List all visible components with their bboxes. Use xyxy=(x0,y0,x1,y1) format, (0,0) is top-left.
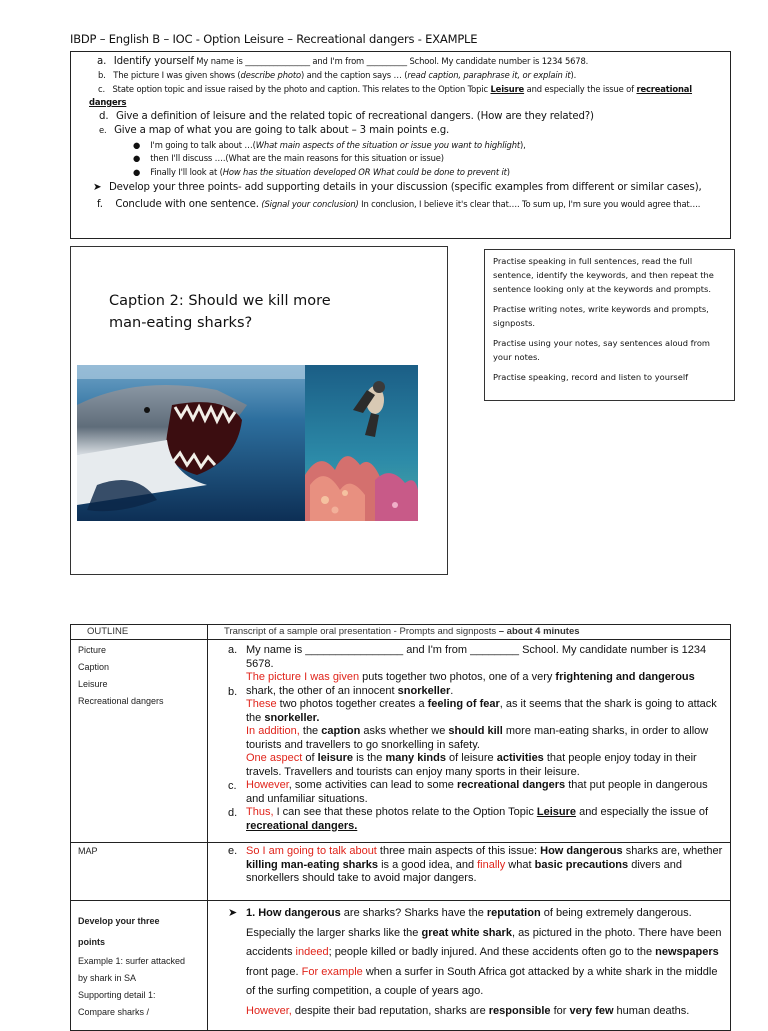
text-run: basic precautions xyxy=(534,858,629,871)
tip-item: Practise speaking, record and listen to yourself xyxy=(493,372,689,382)
text-run: great white shark xyxy=(421,926,512,939)
instructions-box xyxy=(70,51,731,239)
text-run: divers and snorkellers should take to avoid major dangers. xyxy=(246,858,682,884)
text-run: recreational dangers xyxy=(456,779,566,791)
text-run: finally xyxy=(477,858,506,871)
text-run: three main aspects of this issue: xyxy=(376,845,541,857)
para-a: My name is ________________ and I'm from ________ School. My candidate number is 1234 5678. xyxy=(246,644,707,670)
outline-header-cell xyxy=(71,625,208,640)
text-run: puts together two photos, one of a very xyxy=(359,671,556,683)
text-run: In addition, xyxy=(246,725,300,737)
page-title: IBDP – English B – IOC - Option Leisure – Recreational dangers - EXAMPLE xyxy=(70,32,478,46)
bullet-item: ● I'm going to talk about …(What main aspects of the situation or issue you want to highlight), xyxy=(133,140,526,150)
text-run: Thus, xyxy=(246,806,274,818)
tip-item: Practise writing notes, write keywords and prompts, signposts. xyxy=(493,304,709,328)
text-run: when a surfer in South Africa got attacked by a white shark in the middle of the surfing competition, a couple of years ago. xyxy=(246,965,718,998)
text-run: for xyxy=(550,1004,570,1017)
text-run: killing man-eating sharks xyxy=(246,858,379,871)
text-run: reputation xyxy=(486,907,541,919)
text-run: How dangerous xyxy=(540,845,623,857)
text-run: very few xyxy=(569,1004,614,1017)
instruction-b: b. The picture I was given shows (describe photo) and the caption says … (read caption, paraphrase it, or explain it). xyxy=(98,70,577,80)
shark-photo xyxy=(77,365,307,521)
instruction-a: a. Identify yourself My name is ________________ and I'm from __________ School. My candidate number is 1234 5678. xyxy=(97,56,589,67)
text-run: is the xyxy=(353,752,386,764)
bullet-item: ● Finally I'll look at (How has the situation developed OR What could be done to prevent it) xyxy=(133,167,510,177)
text-run: asks whether we xyxy=(360,725,449,737)
outline-list: Develop your three points Example 1: surfer attacked by shark in SA Supporting detail 1: Compare sharks / xyxy=(78,916,186,1017)
instruction-develop: ➤ Develop your three points- add supporting details in your discussion (specific examples from different or similar cases), xyxy=(93,182,702,193)
text-run: that people enjoy today in their travels. Travellers and tourists can enjoy many sports in their leisure. xyxy=(246,752,697,778)
text-run: recreational dangers. xyxy=(246,819,358,832)
arrow-icon: ➤ xyxy=(228,907,238,919)
transcript-body: a. My name is ________________ and I'm from ________ School. My candidate number is 1234 5678. b. The picture I was given puts together two photos, one of a very frightening and dangerous shark, the other of an innocent snorkeller. These two photos together creates a feeling of fear, as it seems that the shark is going to attack the snorkeller. In addition, the caption asks whether we should kill more man-eating sharks, in order to allow tourists and travellers to go snorkelling in safety. c. One aspect of leisure is the many kinds of leisure activities that people enjoy today in their travels. Travellers and tourists can enjoy many sports in their leisure. d. However, some activities can lead to some recreational dangers that put people in dangerous and unfamiliar situations. Thus, I can see that these photos relate to the Option Topic Leisure and especially the issue of recreational dangers. xyxy=(208,640,730,833)
text-run: of leisure xyxy=(445,752,497,764)
transcript-header-cell xyxy=(208,625,731,640)
outline-header: OUTLINE xyxy=(87,626,129,637)
tip-item: Practise speaking in full sentences, read the full sentence, identify the keywords, and then repeat the sentence looking only at the keywords and prompts. xyxy=(493,256,714,294)
bullet-item: ● then I'll discuss ….(What are the main reasons for this situation or issue) xyxy=(133,153,444,163)
snorkeller-photo xyxy=(305,365,418,521)
text-run: So I am going to talk about xyxy=(246,845,377,857)
para-point-1 xyxy=(246,904,722,1022)
outline-cell xyxy=(71,640,208,843)
text-run: and especially the issue of xyxy=(576,806,709,818)
text-run: However xyxy=(246,779,289,791)
photo-caption: Caption 2: Should we kill more man-eating sharks? xyxy=(109,293,331,331)
transcript-cell xyxy=(208,901,731,1031)
text-run: despite their bad reputation, sharks are xyxy=(291,1004,489,1017)
outline-cell xyxy=(71,901,208,1031)
text-run: feeling of fear xyxy=(427,698,500,710)
text-run: , as pictured in the photo. There have been accidents xyxy=(246,926,722,959)
para-d-cont xyxy=(246,806,724,833)
text-run: ; people killed or badly injured. And these accidents often go to the xyxy=(328,946,656,959)
para-c xyxy=(246,752,724,779)
instruction-f: f. Conclude with one sentence. (Signal your conclusion) In conclusion, I believe it's clear that…. To sum up, I'm sure you would agree that…. xyxy=(97,199,701,210)
para-e xyxy=(246,845,724,886)
text-run: activities xyxy=(496,752,544,764)
text-run: many kinds xyxy=(385,752,446,764)
text-run: . xyxy=(450,684,454,697)
text-run: shark, the other of an innocent xyxy=(246,684,398,697)
text-run: Leisure xyxy=(536,806,577,818)
text-run: caption xyxy=(321,725,361,737)
text-run: One aspect xyxy=(246,752,303,764)
para-d xyxy=(246,779,724,806)
text-run: of xyxy=(302,752,318,764)
text-run: leisure xyxy=(317,752,354,764)
text-run: , some activities can lead to some xyxy=(288,779,457,791)
text-run: responsible xyxy=(488,1004,551,1017)
transcript-header: Transcript of a sample oral presentation - Prompts and signposts – about 4 minutes xyxy=(224,626,580,637)
text-run: two photos together creates a xyxy=(276,698,428,710)
text-run: are sharks? Sharks have the xyxy=(340,907,487,919)
instruction-c-cont: dangers xyxy=(89,97,127,107)
instruction-d: d. Give a definition of leisure and the related topic of recreational dangers. (How are they related?) xyxy=(99,111,594,122)
instruction-e: e. Give a map of what you are going to talk about – 3 main points e.g. xyxy=(99,125,450,136)
outline-cell: MAP xyxy=(71,843,208,901)
text-run: These xyxy=(246,698,277,710)
text-run: what xyxy=(505,858,535,871)
text-run: 1. How dangerous xyxy=(246,907,341,919)
text-run: frightening and dangerous xyxy=(555,671,695,683)
text-run: The picture I was given xyxy=(246,671,360,683)
text-run: of being extremely dangerous. Especially the larger sharks like the xyxy=(246,907,692,939)
text-run: newspapers xyxy=(655,946,719,959)
text-run: I can see that these photos relate to the Option Topic xyxy=(273,806,537,818)
text-run: snorkeller. xyxy=(264,711,320,724)
text-run: However, xyxy=(246,1004,292,1017)
tip-item: Practise using your notes, say sentences aloud from your notes. xyxy=(493,338,710,362)
text-run: is a good idea, and xyxy=(378,858,478,871)
text-run: the xyxy=(299,725,322,737)
transcript-body: e. So I am going to talk about three main aspects of this issue: How dangerous sharks are, whether killing man-eating sharks is a good idea, and finally what basic precautions divers and snorkellers should take to avoid major dangers. xyxy=(228,845,723,884)
arrow-icon: ➤ xyxy=(93,182,102,193)
practice-tips-box xyxy=(484,249,735,401)
text-run: snorkeller xyxy=(397,684,451,697)
text-run: , as it seems that the shark is going to attack the xyxy=(246,698,717,724)
transcript-table xyxy=(70,624,731,1031)
text-run: human deaths. xyxy=(613,1004,690,1017)
text-run: For example xyxy=(301,965,363,978)
text-run: should kill xyxy=(448,725,503,737)
text-run: that put people in dangerous and unfamiliar situations. xyxy=(246,779,708,805)
instruction-c: c. State option topic and issue raised by the photo and caption. This relates to the Option Topic Leisure and especially the issue of recreational xyxy=(98,84,693,94)
text-run: indeed xyxy=(295,946,329,959)
transcript-cell xyxy=(208,640,731,843)
transcript-cell xyxy=(208,843,731,901)
text-run: more man-eating sharks, in order to allow tourists and travellers to go snorkelling in safety. xyxy=(246,725,709,751)
para-b xyxy=(246,671,724,752)
outline-list: Picture Caption Leisure Recreational dangers xyxy=(78,645,164,706)
transcript-body xyxy=(208,901,730,1022)
text-run: sharks are, whether xyxy=(622,845,723,857)
text-run: front page. xyxy=(246,965,302,978)
